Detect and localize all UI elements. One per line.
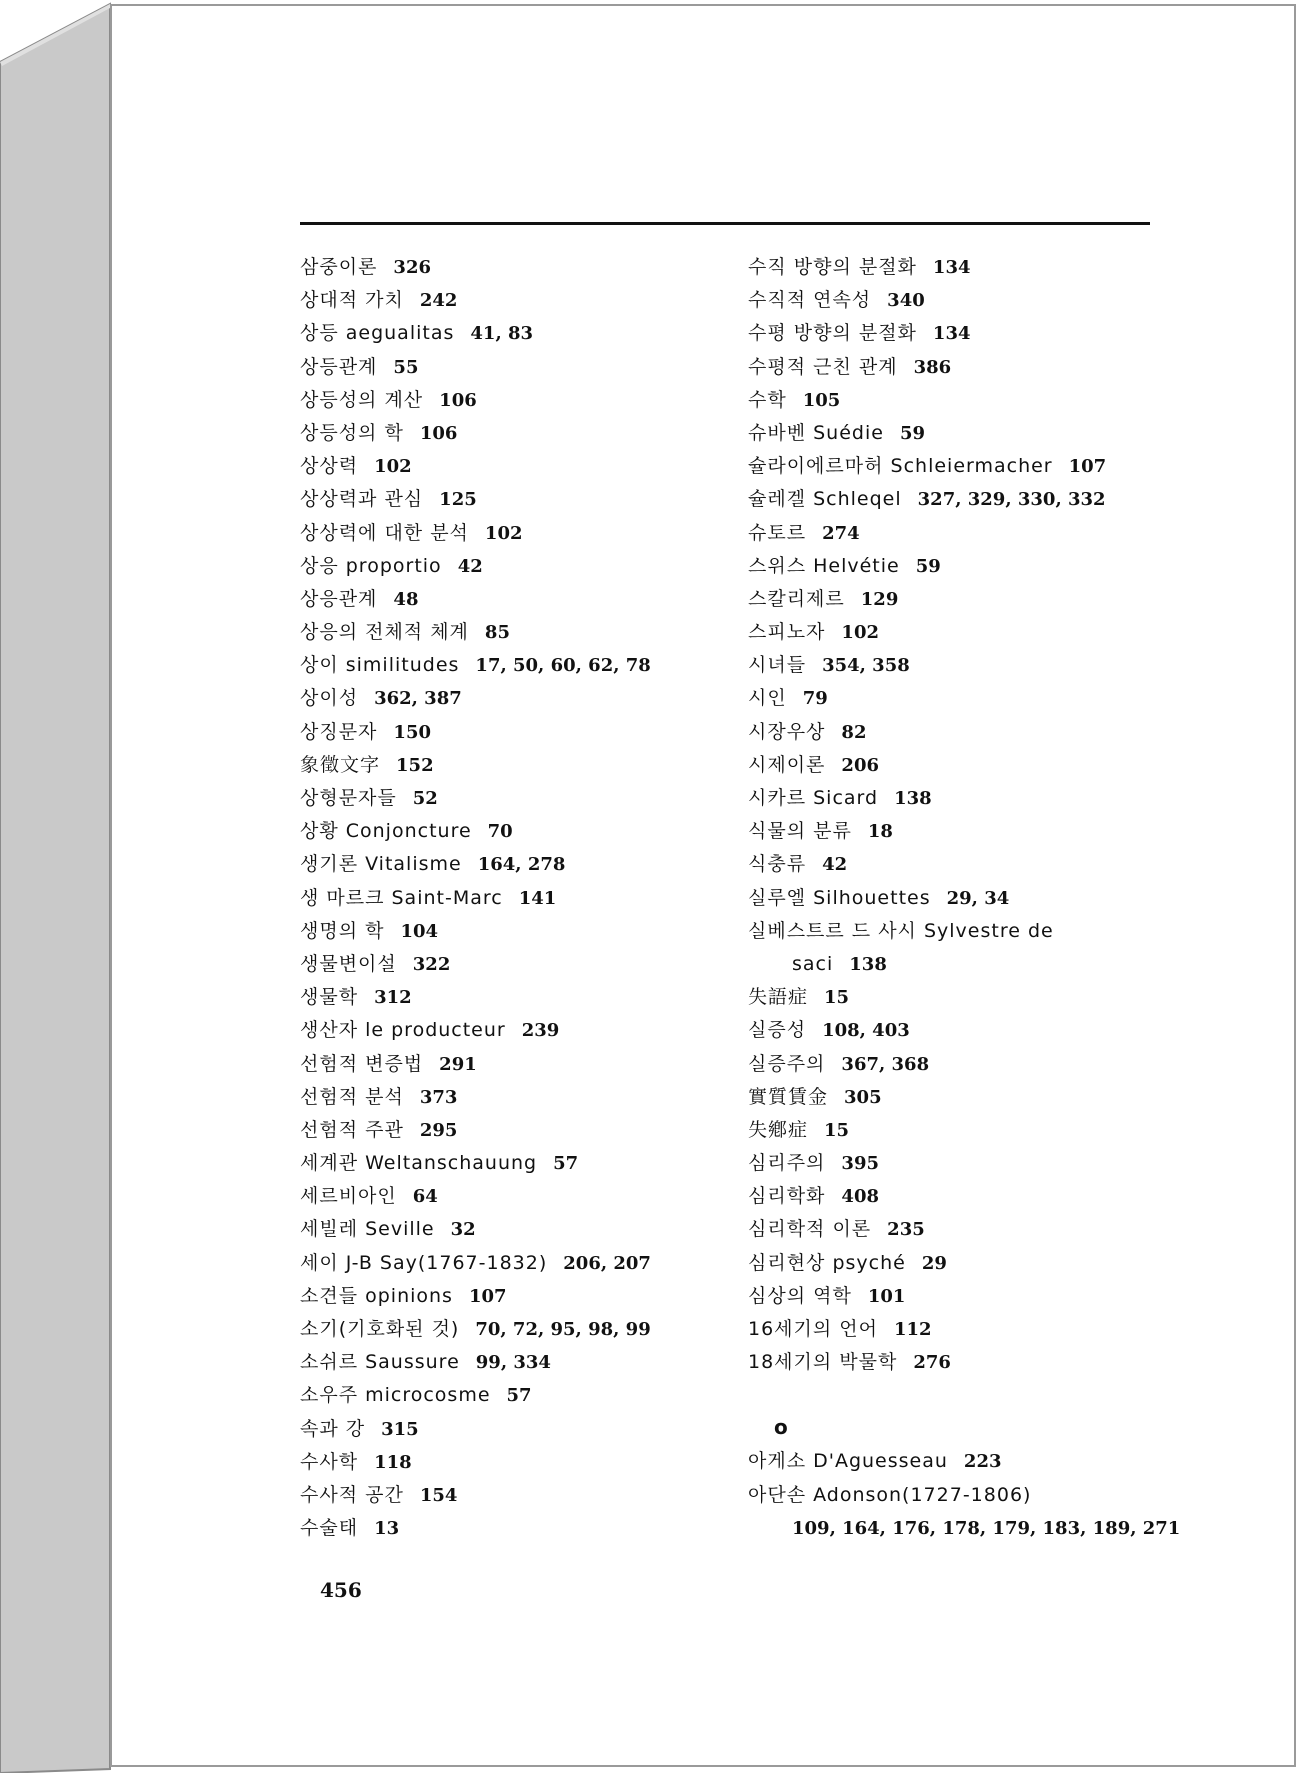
index-page-refs: 118 [374, 1451, 412, 1473]
index-entry [748, 416, 1168, 449]
index-entry [300, 1445, 720, 1478]
index-entry [748, 881, 1168, 914]
section-letter: o [774, 1415, 788, 1440]
index-term: 슐레겔 Schleqel [748, 488, 902, 511]
index-page-refs: 408 [841, 1186, 879, 1208]
index-term: 소기(기호화된 것) [300, 1318, 460, 1340]
index-page-refs: 164, 278 [477, 854, 566, 876]
index-page-refs: 125 [439, 489, 477, 511]
index-page-refs: 106 [439, 389, 477, 411]
index-page-refs: 242 [419, 290, 458, 312]
header-rule [300, 222, 1150, 225]
index-page-refs: 59 [899, 422, 925, 444]
index-entry [300, 316, 720, 349]
index-term: 상응 proportio [300, 554, 442, 577]
index-page-refs: 57 [506, 1385, 532, 1407]
index-page-refs: 315 [381, 1418, 419, 1440]
index-term: 스피노자 [748, 621, 826, 644]
index-term: 상형문자들 [300, 787, 397, 809]
index-term: 수직 방향의 분절화 [748, 256, 917, 278]
index-entry [748, 847, 1168, 880]
index-entry [300, 1478, 720, 1511]
index-page-refs: 386 [913, 356, 952, 378]
index-term: 슐라이에르마허 Schleiermacher [748, 455, 1053, 478]
index-entry [748, 383, 1168, 416]
index-term: 시제이론 [748, 753, 826, 776]
index-entry [300, 1013, 720, 1046]
index-entry [300, 1378, 720, 1411]
index-page-refs: 70, 72, 95, 98, 99 [475, 1319, 651, 1340]
index-page-refs: 326 [393, 257, 431, 278]
index-term: 심리학적 이론 [748, 1218, 872, 1241]
index-page-refs: 373 [419, 1086, 458, 1108]
index-page-refs: 82 [841, 721, 867, 743]
index-entry [748, 1345, 1168, 1378]
index-page-refs: 55 [393, 356, 419, 378]
index-entry [300, 516, 720, 549]
index-page-refs: 152 [396, 754, 434, 776]
index-entry [748, 980, 1168, 1013]
index-term: 속과 강 [300, 1417, 366, 1440]
index-term: 실증주의 [748, 1052, 826, 1075]
index-entry [300, 482, 720, 515]
index-page-refs: 57 [553, 1153, 579, 1175]
index-page-refs: 102 [484, 522, 523, 544]
index-entry [300, 1279, 720, 1312]
index-page-refs: 362, 387 [374, 688, 462, 710]
index-term: 소견들 opinions [300, 1284, 453, 1307]
index-term: 16세기의 언어 [748, 1318, 878, 1340]
index-entry [748, 1080, 1168, 1113]
index-term: 선험적 주관 [300, 1118, 404, 1141]
index-term: 생산자 le producteur [300, 1019, 506, 1042]
index-page-refs: 312 [374, 987, 412, 1009]
page-number: 456 [320, 1578, 362, 1602]
index-page-refs: 129 [860, 588, 899, 610]
index-entry [300, 847, 720, 880]
index-entry [300, 1179, 720, 1212]
index-entry [300, 748, 720, 781]
index-page-refs: 42 [457, 555, 483, 577]
index-term: 스칼리제르 [748, 587, 845, 610]
index-entry [748, 1013, 1168, 1046]
index-page-refs: 138 [894, 788, 932, 809]
index-page-refs: 106 [419, 422, 458, 444]
index-entry [748, 1212, 1168, 1245]
index-entry [300, 947, 720, 980]
index-entry [300, 781, 720, 814]
index-term: 수술태 [300, 1517, 359, 1540]
index-entry [748, 549, 1168, 582]
index-term: 상상력 [300, 455, 359, 478]
index-entry [300, 1246, 720, 1279]
index-page-refs: 105 [802, 389, 841, 411]
index-term: 삼중이론 [300, 256, 378, 278]
index-entry [748, 748, 1168, 781]
index-term: 세르비아인 [300, 1185, 397, 1208]
index-term: 생 마르크 Saint-Marc [300, 886, 503, 909]
index-page-refs: 13 [374, 1518, 400, 1540]
index-page-refs: 291 [439, 1053, 477, 1075]
index-entry [300, 914, 720, 947]
index-page-refs: 354, 358 [822, 655, 910, 677]
index-entry [300, 283, 720, 316]
index-page-refs: 107 [468, 1285, 507, 1307]
index-term: 상등성의 학 [300, 421, 404, 444]
index-page-refs: 276 [913, 1352, 951, 1374]
index-entry [748, 1312, 1168, 1345]
index-term: 失鄕症 [748, 1118, 809, 1141]
index-term: 수평 방향의 분절화 [748, 322, 917, 345]
index-page-refs: 134 [932, 323, 971, 345]
index-entry [748, 1478, 1168, 1511]
index-term: 實質賃金 [748, 1085, 829, 1108]
index-page-refs: 206, 207 [563, 1252, 651, 1274]
index-entry [300, 681, 720, 714]
index-entry [300, 350, 720, 383]
index-term: 심리주의 [748, 1152, 826, 1175]
index-entry [300, 1412, 720, 1445]
index-term: 시카르 Sicard [748, 787, 879, 809]
index-page-refs: 154 [419, 1484, 458, 1506]
index-entry [748, 316, 1168, 349]
index-entry [748, 648, 1168, 681]
index-page-refs: 322 [412, 953, 451, 975]
index-entry [300, 1146, 720, 1179]
index-term: 실루엘 Silhouettes [748, 886, 931, 909]
index-entry [300, 1047, 720, 1080]
index-term: 생명의 학 [300, 919, 385, 942]
index-entry [748, 1279, 1168, 1312]
index-page-refs: 305 [844, 1086, 882, 1108]
index-entry [748, 1444, 1168, 1477]
index-page-refs: 340 [887, 290, 925, 312]
index-term: 세계관 Weltanschauung [300, 1152, 538, 1175]
index-entry [300, 582, 720, 615]
index-entry [300, 980, 720, 1013]
index-entry [748, 615, 1168, 648]
index-entry [300, 715, 720, 748]
index-term: 상대적 가치 [300, 289, 404, 312]
index-term: 수평적 근친 관계 [748, 355, 898, 378]
index-page-refs: 104 [400, 920, 439, 942]
index-entry [748, 781, 1168, 814]
index-page-refs: 108, 403 [822, 1020, 910, 1042]
index-term: 상응관계 [300, 587, 378, 610]
index-page-refs: 48 [393, 588, 419, 610]
index-entry [300, 814, 720, 847]
index-entry [748, 1511, 1181, 1544]
index-term: 심상의 역학 [748, 1284, 852, 1307]
index-page-refs: 206 [841, 754, 879, 776]
index-term: 상이 similitudes [300, 654, 460, 677]
index-entry [300, 416, 720, 449]
index-term: 아게소 D'Aguesseau [748, 1450, 948, 1473]
index-page-refs: 41, 83 [470, 323, 534, 345]
index-term: 슈바벤 Suédie [748, 421, 884, 444]
index-term: 선험적 변증법 [300, 1052, 424, 1075]
index-entry [748, 681, 1168, 714]
index-page-refs: 150 [393, 721, 431, 743]
index-page-refs: 327, 329, 330, 332 [917, 489, 1106, 511]
index-term: 심리현상 psyché [748, 1251, 906, 1274]
index-page-refs: 15 [824, 987, 850, 1009]
index-page-refs: 29, 34 [946, 887, 1010, 909]
index-entry [748, 1146, 1168, 1179]
index-page-refs: 32 [450, 1219, 476, 1241]
index-term: 상징문자 [300, 720, 378, 743]
index-term: 수사적 공간 [300, 1483, 404, 1506]
index-entry [748, 449, 1168, 482]
index-page-refs: 274 [822, 522, 860, 544]
index-term: 失語症 [748, 986, 809, 1009]
index-page-refs: 107 [1068, 456, 1107, 478]
index-term: 소우주 microcosme [300, 1384, 491, 1407]
index-entry [300, 648, 720, 681]
index-entry [748, 350, 1168, 383]
index-term: 실베스트르 드 사시 Sylvestre de [748, 919, 1054, 942]
index-entry [300, 250, 720, 283]
index-term: 식물의 분류 [748, 820, 852, 843]
index-page-refs: 79 [802, 688, 828, 710]
index-term: 상응의 전체적 체계 [300, 621, 469, 644]
index-term: 생물학 [300, 986, 359, 1009]
index-entry [300, 1113, 720, 1146]
index-entry [748, 1113, 1168, 1146]
index-entry [300, 1312, 720, 1345]
index-term: 시녀들 [748, 654, 807, 677]
index-entry [748, 482, 1168, 515]
index-entry [748, 1179, 1168, 1212]
index-page-refs: 138 [849, 953, 887, 975]
index-page-refs: 64 [412, 1186, 438, 1208]
index-term: 시인 [748, 687, 787, 710]
index-entry [748, 914, 1168, 947]
index-term: 수학 [748, 388, 787, 411]
index-page-refs: 70 [487, 821, 513, 843]
index-page-refs: 134 [932, 257, 971, 278]
index-page-refs: 85 [484, 622, 510, 644]
index-entry [300, 1212, 720, 1245]
index-page-refs: 18 [867, 821, 893, 843]
index-term: 상상력과 관심 [300, 488, 424, 511]
index-term: 상황 Conjoncture [300, 820, 472, 843]
index-page-refs: 395 [841, 1153, 879, 1175]
index-term: 상상력에 대한 분석 [300, 521, 469, 544]
index-term: 생기론 Vitalisme [300, 853, 462, 876]
index-term: 세이 J-B Say(1767-1832) [300, 1251, 548, 1274]
index-page-refs: 109, 164, 176, 178, 179, 183, 189, 271 [792, 1517, 1181, 1539]
index-entry [300, 881, 720, 914]
index-page-refs: 17, 50, 60, 62, 78 [475, 655, 651, 677]
index-page-refs: 239 [521, 1020, 560, 1042]
index-entry [748, 516, 1168, 549]
index-term: 생물변이설 [300, 952, 397, 975]
index-term: 심리학화 [748, 1185, 826, 1208]
index-term: 시장우상 [748, 720, 826, 743]
index-entry [748, 582, 1168, 615]
index-entry [748, 250, 1168, 283]
index-term: saci [792, 952, 834, 975]
index-term: 선험적 분석 [300, 1085, 404, 1108]
index-page-refs: 235 [887, 1219, 925, 1241]
index-entry [300, 615, 720, 648]
index-entry [300, 383, 720, 416]
index-term: 象徵文字 [300, 753, 381, 776]
index-entry [300, 1345, 720, 1378]
section-gap [748, 1378, 1168, 1411]
index-page-refs: 223 [963, 1451, 1002, 1473]
index-column-left [300, 250, 720, 1544]
index-entry [748, 715, 1168, 748]
index-page-refs: 101 [867, 1285, 906, 1307]
index-page-refs: 15 [824, 1119, 850, 1141]
index-term: 상이성 [300, 687, 359, 710]
index-page-refs: 102 [841, 622, 879, 644]
index-page-refs: 99, 334 [475, 1352, 551, 1374]
index-page-refs: 367, 368 [841, 1053, 930, 1075]
index-page-refs: 141 [518, 887, 557, 909]
index-entry [300, 1511, 720, 1544]
index-term: 아단손 Adonson(1727-1806) [748, 1483, 1032, 1506]
index-term: 실증성 [748, 1019, 807, 1042]
index-page-refs: 29 [921, 1252, 947, 1274]
index-entry [748, 947, 1168, 980]
index-term: 상등성의 계산 [300, 388, 424, 411]
index-entry [300, 549, 720, 582]
index-term: 18세기의 박물학 [748, 1351, 898, 1374]
index-term: 스위스 Helvétie [748, 554, 900, 577]
index-term: 세빌레 Seville [300, 1218, 435, 1241]
index-page-refs: 52 [412, 788, 438, 809]
index-page-refs: 112 [894, 1319, 932, 1340]
index-term: 상등 aegualitas [300, 322, 455, 345]
index-entry [748, 283, 1168, 316]
index-entry [748, 814, 1168, 847]
index-page-refs: 42 [822, 854, 848, 876]
index-page-refs: 102 [374, 456, 412, 478]
index-entry [748, 1246, 1168, 1279]
index-page-refs: 295 [419, 1119, 458, 1141]
index-entry [748, 1047, 1168, 1080]
index-term: 상등관계 [300, 355, 378, 378]
index-page-refs: 59 [915, 555, 941, 577]
index-term: 식충류 [748, 853, 807, 876]
index-entry [300, 449, 720, 482]
index-term: 수사학 [300, 1450, 359, 1473]
index-term: 슈토르 [748, 521, 807, 544]
index-term: 소쉬르 Saussure [300, 1351, 460, 1374]
index-entry [300, 1080, 720, 1113]
index-column-right [748, 250, 1181, 1544]
index-term: 수직적 연속성 [748, 289, 872, 312]
